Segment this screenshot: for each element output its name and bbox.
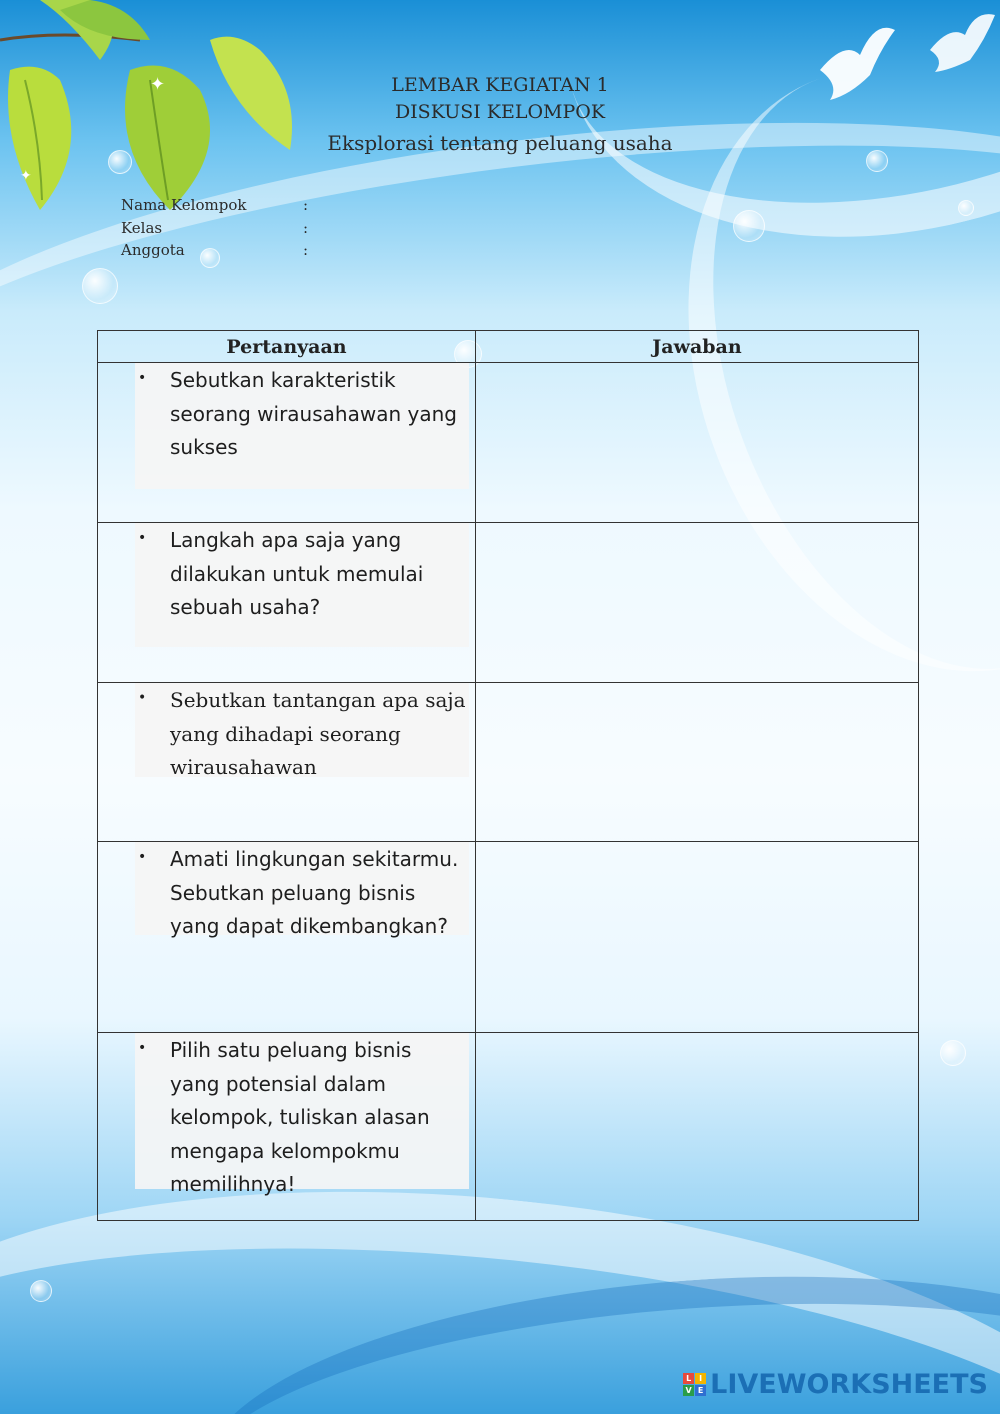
question-cell (98, 523, 476, 683)
table-header-row (98, 331, 919, 363)
bubble (82, 268, 118, 304)
question-cell (98, 683, 476, 842)
question-cell (98, 842, 476, 1033)
info-row-members (121, 241, 308, 264)
question-text: Sebutkan peluang bisnis (170, 880, 416, 905)
question-text: dilakukan untuk memulai (170, 561, 424, 586)
bullet-icon: • (138, 1040, 147, 1056)
table-row (98, 363, 919, 523)
answer-cell[interactable] (476, 1033, 919, 1221)
question-box (135, 1033, 469, 1196)
info-label: Nama Kelompok (121, 196, 247, 214)
question-text: seorang wirausahawan yang (170, 401, 457, 426)
info-row-class (121, 219, 308, 242)
question-text: yang potensial dalam (170, 1071, 386, 1096)
question-line (135, 590, 469, 624)
question-text: Pilih satu peluang bisnis (170, 1038, 412, 1062)
question-line (135, 1067, 469, 1101)
question-line (135, 1167, 469, 1201)
question-line (135, 1100, 469, 1134)
bubble (733, 210, 765, 242)
question-text: memilihnya! (170, 1172, 296, 1196)
question-box (135, 842, 469, 938)
info-label: Kelas (121, 218, 163, 237)
question-line (135, 363, 469, 397)
table-row (98, 523, 919, 683)
logo-letter: L (683, 1373, 694, 1384)
bullet-icon: • (138, 849, 147, 865)
question-line (135, 683, 469, 717)
question-text: Langkah apa saja yang (170, 528, 402, 552)
info-separator: : (303, 196, 309, 214)
answer-cell[interactable] (476, 523, 919, 683)
bullet-icon: • (138, 530, 147, 546)
liveworksheets-logo-icon (683, 1373, 706, 1396)
worksheet-title: LEMBAR KEGIATAN 1 (391, 74, 609, 96)
column-header-question: Pertanyaan (98, 331, 476, 363)
bullet-icon: • (138, 690, 147, 706)
question-box (135, 523, 469, 647)
worksheet-topic: Eksplorasi tentang peluang usaha (327, 131, 673, 155)
question-text: yang dapat dikembangkan? (170, 914, 448, 938)
question-text: Amati lingkungan sekitarmu. (170, 847, 459, 871)
answer-cell[interactable] (476, 683, 919, 842)
question-text: sebuah usaha? (170, 595, 321, 619)
question-text: wirausahawan (170, 755, 317, 779)
answer-cell[interactable] (476, 363, 919, 523)
question-cell (98, 1033, 476, 1221)
question-text: Sebutkan karakteristik (170, 368, 396, 392)
table-row (98, 842, 919, 1033)
question-line (135, 717, 469, 751)
table-row (98, 683, 919, 842)
column-header-answer: Jawaban (476, 331, 919, 363)
question-box (135, 683, 469, 777)
bubble (958, 200, 974, 216)
question-answer-table (97, 330, 919, 1221)
logo-letter: I (695, 1373, 706, 1384)
info-row-group-name (121, 196, 308, 219)
question-text: sukses (170, 435, 238, 459)
info-label: Anggota (121, 241, 185, 259)
question-line (135, 876, 469, 910)
logo-letter: V (683, 1385, 694, 1396)
question-text: mengapa kelompokmu (170, 1138, 400, 1163)
question-line (135, 397, 469, 431)
question-line (135, 430, 469, 464)
logo-letter: E (695, 1385, 706, 1396)
liveworksheets-watermark (683, 1369, 988, 1400)
question-text: yang dihadapi seorang (170, 721, 401, 746)
question-line (135, 1134, 469, 1168)
question-text: Sebutkan tantangan apa saja (170, 688, 466, 712)
bubble (30, 1280, 52, 1302)
watermark-text: LIVEWORKSHEETS (710, 1369, 988, 1400)
question-line (135, 523, 469, 557)
svg-text:✦: ✦ (150, 74, 166, 95)
bubble (940, 1040, 966, 1066)
question-line (135, 909, 469, 943)
question-line (135, 1033, 469, 1067)
bullet-icon: • (138, 370, 147, 386)
info-separator: : (303, 218, 309, 237)
question-box (135, 363, 469, 489)
question-line (135, 557, 469, 591)
question-line (135, 842, 469, 876)
question-text: kelompok, tuliskan alasan (170, 1105, 430, 1129)
worksheet-subtitle-activity: DISKUSI KELOMPOK (394, 101, 606, 123)
info-separator: : (303, 241, 309, 259)
group-info (121, 196, 308, 264)
question-cell (98, 363, 476, 523)
svg-text:✦: ✦ (20, 168, 32, 184)
question-line (135, 750, 469, 784)
table-row (98, 1033, 919, 1221)
answer-cell[interactable] (476, 842, 919, 1033)
